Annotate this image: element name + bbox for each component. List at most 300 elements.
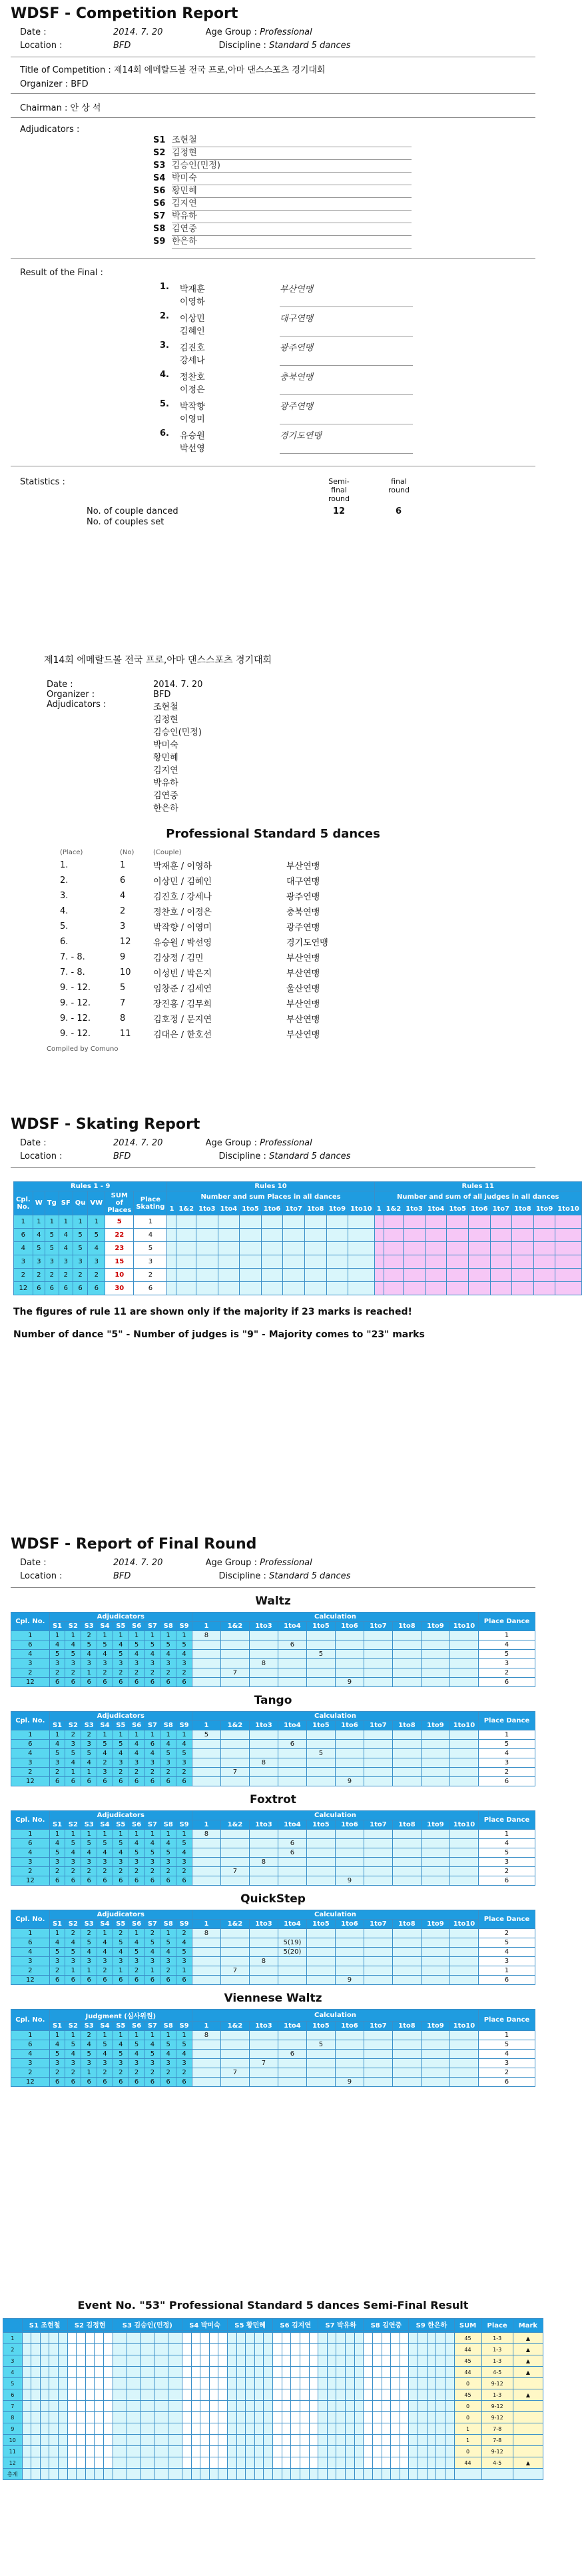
adjudicators-header: Adjudicators (49, 1712, 192, 1721)
dance-row (11, 1957, 535, 1966)
calc-header: 1&2 (220, 1721, 249, 1730)
final-row (160, 282, 546, 307)
judge-mark: 5 (145, 1848, 160, 1858)
calc-col-header: 1to9 (326, 1203, 348, 1215)
semi-couple-number: 4 (3, 2367, 23, 2378)
semi-footer-cell (336, 2469, 346, 2480)
semi-mark-cell (372, 2367, 382, 2378)
semi-place: 1-3 (481, 2333, 513, 2344)
judge-mark: 2 (145, 1668, 160, 1678)
col-couple: (Couple) (153, 849, 182, 856)
calc-cell (278, 1758, 306, 1768)
semi-mark-cell (49, 2423, 59, 2435)
rule10-cell (304, 1215, 326, 1229)
semi-mark-cell (22, 2435, 31, 2446)
semi-mark-cell (218, 2333, 228, 2344)
semi-mark-cell (282, 2355, 291, 2367)
semi-mark-cell (327, 2389, 336, 2401)
judge-mark: 5 (145, 1640, 160, 1650)
semi-mark-cell (327, 2355, 336, 2367)
judge-mark: 3 (160, 2059, 176, 2068)
judge-header: S5 (113, 2022, 129, 2031)
calc-cell (449, 1848, 478, 1858)
judge-mark: 6 (145, 1678, 160, 1687)
semi-footer-cell (327, 2469, 336, 2480)
semi-mark-cell (445, 2412, 454, 2423)
rule10-cell (348, 1242, 375, 1255)
sk-age-label: Age Group : (205, 1138, 257, 1148)
semi-mark-cell (327, 2367, 336, 2378)
rule10-cell (261, 1215, 283, 1229)
dance-place: 2 (33, 1269, 45, 1282)
judge-mark: 3 (65, 1740, 81, 1749)
dance-row (11, 1740, 535, 1749)
semi-mark-cell (154, 2367, 168, 2378)
semi-mark-cell (200, 2389, 210, 2401)
semi-mark-cell (409, 2401, 418, 2412)
sk-location-label: Location : (20, 1151, 63, 1161)
rule11-cell (468, 1229, 490, 1242)
rule11-cell (425, 1269, 447, 1282)
doc-organizer-label: Organizer : (47, 690, 95, 700)
semi-footer-cell (282, 2469, 291, 2480)
semi-mark-cell (182, 2367, 191, 2378)
calc-header: 1to7 (364, 1721, 392, 1730)
semi-mark-cell (273, 2457, 282, 2469)
dance-place: 4 (59, 1229, 73, 1242)
judge-mark: 5 (49, 1948, 65, 1957)
judge-mark: 6 (65, 1777, 81, 1786)
calc-col-header: 1to10 (348, 1203, 375, 1215)
judge-header: S6 (129, 1721, 145, 1730)
rule11-cell (447, 1242, 469, 1255)
calc-cell (192, 1876, 220, 1886)
semi-mark-cell (127, 2401, 141, 2412)
semi-mark: ▲ (513, 2355, 543, 2367)
semi-mark-cell (382, 2435, 391, 2446)
semi-mark-cell (141, 2344, 154, 2355)
semi-mark-cell (246, 2355, 255, 2367)
dance-table (11, 2009, 535, 2087)
judge-mark: 2 (81, 1867, 97, 1876)
semi-mark-cell (22, 2344, 31, 2355)
rule10-subheader: Number and sum Places in all dances (167, 1191, 374, 1203)
calc-cell (421, 1948, 449, 1957)
calc-cell (192, 1957, 220, 1966)
semi-mark-cell (168, 2446, 182, 2457)
semi-mark-cell (282, 2333, 291, 2344)
judge-header: S3 (81, 1721, 97, 1730)
sum-of-places: 30 (105, 1282, 134, 1295)
calc-cell (220, 1929, 249, 1938)
dance-table (11, 1910, 535, 1985)
judge-mark: 4 (145, 1650, 160, 1659)
calc-cell: 5 (192, 1730, 220, 1740)
skating-row (14, 1282, 582, 1295)
rule11-cell (533, 1215, 555, 1229)
semi-mark-cell (22, 2446, 31, 2457)
semi-mark-cell (40, 2389, 49, 2401)
adjudicator-name: 박미숙 (172, 173, 412, 185)
semi-mark-cell (31, 2435, 41, 2446)
semi-mark-cell (182, 2378, 191, 2389)
calc-cell (392, 1768, 421, 1777)
judge-mark: 4 (160, 1839, 176, 1848)
judge-mark: 4 (176, 1938, 192, 1948)
semi-mark-cell (273, 2378, 282, 2389)
semi-mark-cell (104, 2344, 113, 2355)
calc-cell (364, 1938, 392, 1948)
adjudicator-name: 박유하 (172, 211, 412, 223)
judge-mark: 5 (113, 2050, 129, 2059)
skating-row (14, 1255, 582, 1269)
judge-mark: 2 (160, 1966, 176, 1976)
semi-mark-cell (427, 2333, 436, 2344)
result-number: 7 (120, 998, 126, 1008)
dance-row (11, 1858, 535, 1867)
compiled-by: Compiled by Comuno (47, 1045, 119, 1053)
adjudicator-code: S2 (153, 148, 166, 158)
adjudicator-list (153, 135, 546, 249)
semi-judge-header: S7 박유하 (318, 2319, 364, 2331)
calc-cell (278, 1876, 306, 1886)
dance-place: 2 (45, 1269, 59, 1282)
rule11-cell (555, 1255, 582, 1269)
rule10-cell (196, 1215, 218, 1229)
professional-title: Professional Standard 5 dances (166, 827, 380, 841)
semi-mark-cell (95, 2401, 104, 2412)
calc-header: 1to9 (421, 1820, 449, 1830)
judge-mark: 6 (176, 1976, 192, 1985)
judge-mark: 3 (176, 2059, 192, 2068)
semi-mark-cell (300, 2423, 309, 2435)
judge-mark: 6 (97, 1678, 113, 1687)
judge-mark: 5 (65, 1948, 81, 1957)
calc-cell (421, 1858, 449, 1867)
judge-mark: 4 (65, 1640, 81, 1650)
semi-mark-cell (273, 2446, 282, 2457)
semi-row (3, 2333, 543, 2344)
semi-mark-cell (400, 2412, 409, 2423)
judge-header: S3 (81, 2022, 97, 2031)
judge-mark: 6 (81, 1777, 97, 1786)
result-number: 11 (120, 1029, 131, 1039)
semi-no-header (3, 2319, 23, 2333)
dance-block (11, 1694, 535, 1786)
rule10-cell (218, 1269, 240, 1282)
calc-header: 1to3 (249, 2022, 278, 2031)
semi-footer-cell (291, 2469, 300, 2480)
result-number: 10 (120, 967, 131, 977)
semi-mark-cell (127, 2344, 141, 2355)
dance-row (11, 1650, 535, 1659)
judge-mark: 1 (65, 2031, 81, 2040)
judge-mark: 2 (176, 2068, 192, 2078)
dance-place: 3 (73, 1255, 88, 1269)
calc-cell (421, 2031, 449, 2040)
semi-mark-cell (58, 2401, 67, 2412)
calc-cell: 7 (220, 1668, 249, 1678)
semi-mark-cell (409, 2412, 418, 2423)
judge-mark: 4 (49, 1640, 65, 1650)
result-couple: 유승원 / 박선영 (153, 938, 212, 948)
judge-header: S9 (176, 1622, 192, 1631)
semi-mark-cell (254, 2423, 264, 2435)
semi-mark-cell (49, 2435, 59, 2446)
semi-mark-cell (273, 2355, 282, 2367)
calc-header: 1to6 (335, 2022, 364, 2031)
rule10-cell (167, 1229, 176, 1242)
place-dance: 2 (478, 1867, 535, 1876)
calc-cell (278, 1867, 306, 1876)
semi-mark-cell (141, 2457, 154, 2469)
semi-mark-cell (58, 2344, 67, 2355)
result-row (53, 934, 335, 950)
result-place: 3. (60, 891, 69, 901)
semi-mark-cell (445, 2446, 454, 2457)
dance-name: Waltz (255, 1595, 291, 1608)
semi-mark-cell (168, 2435, 182, 2446)
semi-mark-cell (400, 2435, 409, 2446)
semi-mark-cell (254, 2435, 264, 2446)
judge-mark: 3 (160, 1957, 176, 1966)
semi-mark-cell (40, 2344, 49, 2355)
calc-col-header: 1to7 (283, 1203, 305, 1215)
calc-cell (364, 2059, 392, 2068)
semi-mark-cell (77, 2333, 86, 2344)
judge-mark: 6 (145, 1876, 160, 1886)
judge-mark: 2 (129, 1768, 145, 1777)
semi-right-header: SUM (454, 2319, 481, 2333)
result-number: 8 (120, 1013, 126, 1023)
semi-mark-cell (282, 2378, 291, 2389)
semi-mark-cell (22, 2333, 31, 2344)
calc-cell (220, 1758, 249, 1768)
semi-sum: 0 (454, 2446, 481, 2457)
calc-cell (249, 1830, 278, 1839)
judge-mark: 5 (49, 1650, 65, 1659)
rule11-cell (555, 1269, 582, 1282)
result-couple: 임창준 / 김세연 (153, 984, 212, 994)
calc-col-header: 1to3 (196, 1203, 218, 1215)
calc-cell (278, 2059, 306, 2068)
rule11-cell (490, 1255, 512, 1269)
dance-block (11, 1595, 535, 1687)
semi-mark-cell (228, 2423, 237, 2435)
result-club: 광주연맹 (286, 923, 320, 933)
semi-mark-cell (58, 2457, 67, 2469)
calc-cell (449, 1758, 478, 1768)
calc-cell (392, 1758, 421, 1768)
judge-mark: 4 (129, 1938, 145, 1948)
judge-mark: 5 (97, 1740, 113, 1749)
rule11-cell (533, 1255, 555, 1269)
semi-mark-cell (168, 2457, 182, 2469)
result-row (53, 919, 335, 934)
calc-cell: 5 (306, 1650, 335, 1659)
semi-mark-cell (200, 2401, 210, 2412)
semi-mark-cell (228, 2412, 237, 2423)
judge-mark: 1 (145, 1830, 160, 1839)
judge-mark: 4 (65, 1938, 81, 1948)
semi-mark-cell (346, 2333, 355, 2344)
calc-cell (249, 2050, 278, 2059)
judge-mark: 2 (81, 2031, 97, 2040)
semi-mark-cell (22, 2423, 31, 2435)
semi-mark-cell (154, 2333, 168, 2344)
judge-mark: 6 (129, 1678, 145, 1687)
calc-cell (364, 2031, 392, 2040)
rule10-cell (304, 1229, 326, 1242)
semi-mark-cell (309, 2378, 318, 2389)
judge-mark: 3 (97, 1768, 113, 1777)
judge-mark: 3 (113, 2059, 129, 2068)
semi-mark-cell (282, 2457, 291, 2469)
semi-mark-cell (85, 2446, 95, 2457)
judge-mark: 6 (97, 2078, 113, 2087)
judge-mark: 6 (145, 1777, 160, 1786)
rule11-cell (384, 1229, 404, 1242)
judge-mark: 4 (65, 2050, 81, 2059)
calc-header: 1&2 (220, 1920, 249, 1929)
semi-mark-cell (436, 2355, 445, 2367)
calc-cell (421, 2050, 449, 2059)
adjudicator-row (153, 198, 546, 211)
rule10-cell (196, 1229, 218, 1242)
result-club: 부산연맹 (286, 1030, 320, 1040)
calc-cell (421, 1957, 449, 1966)
semi-mark-cell (427, 2457, 436, 2469)
semi-mark-cell (182, 2435, 191, 2446)
semi-mark-cell (77, 2344, 86, 2355)
rule11-cell (533, 1242, 555, 1255)
calc-cell (421, 1938, 449, 1948)
rule10-cell (304, 1255, 326, 1269)
calc-cell (306, 1678, 335, 1687)
semi-mark-cell (85, 2367, 95, 2378)
judge-mark: 6 (129, 1976, 145, 1985)
semi-mark-cell (264, 2367, 273, 2378)
calc-col-header: 1to4 (425, 1203, 447, 1215)
semi-mark-cell (364, 2423, 373, 2435)
title-of-competition-value: 제14회 에메랄드볼 전국 프로,아마 댄스스포츠 경기대회 (113, 65, 326, 75)
dance-row (11, 2068, 535, 2078)
skating-col-header: Qu (73, 1191, 88, 1215)
semi-footer-cell (168, 2469, 182, 2480)
semi-mark-cell (182, 2423, 191, 2435)
calc-header: 1to5 (306, 1721, 335, 1730)
result-club: 부산연맹 (286, 954, 320, 964)
calc-cell (449, 1867, 478, 1876)
calc-cell (364, 1929, 392, 1938)
semi-footer-cell (67, 2469, 77, 2480)
semi-footer-cell (454, 2469, 481, 2480)
semi-sum: 0 (454, 2401, 481, 2412)
semi-mark-cell (400, 2457, 409, 2469)
skating-row (14, 1242, 582, 1255)
semi-mark-cell (236, 2435, 246, 2446)
calc-cell (364, 1867, 392, 1876)
semi-mark-cell (418, 2435, 428, 2446)
calc-cell (364, 1640, 392, 1650)
calc-cell (335, 1740, 364, 1749)
semi-mark-cell (209, 2412, 218, 2423)
semi-mark-cell (436, 2333, 445, 2344)
result-place: 4. (60, 906, 69, 916)
calc-cell (306, 1858, 335, 1867)
calc-cell (192, 1948, 220, 1957)
rule11-cell (490, 1229, 512, 1242)
semi-right-header: Place (481, 2319, 513, 2333)
judge-header: S2 (65, 1622, 81, 1631)
semi-mark-cell (246, 2446, 255, 2457)
dance-row (11, 1768, 535, 1777)
semi-final-title: Event No. "53" Professional Standard 5 dances Semi-Final Result (77, 2299, 469, 2311)
semi-mark-cell (77, 2355, 86, 2367)
calc-cell (392, 2050, 421, 2059)
semi-mark-cell (300, 2401, 309, 2412)
result-club: 부산연맹 (286, 862, 320, 872)
semi-mark-cell (236, 2446, 246, 2457)
calc-cell (335, 2059, 364, 2068)
calc-cell (278, 1957, 306, 1966)
semi-mark-cell (382, 2378, 391, 2389)
semi-mark (513, 2435, 543, 2446)
semi-mark-cell (273, 2367, 282, 2378)
calc-cell (192, 1659, 220, 1668)
semi-mark-cell (95, 2389, 104, 2401)
semi-mark-cell (95, 2412, 104, 2423)
semi-mark-cell (228, 2344, 237, 2355)
adjudicator-row (153, 173, 546, 185)
place-dance: 4 (478, 2050, 535, 2059)
dance-row (11, 1929, 535, 1938)
calc-cell (335, 1631, 364, 1640)
semi-mark-cell (246, 2344, 255, 2355)
judge-mark: 4 (160, 1650, 176, 1659)
rule10-cell (283, 1269, 305, 1282)
place-dance: 6 (478, 1777, 535, 1786)
calc-cell (392, 1650, 421, 1659)
calc-cell (449, 2040, 478, 2050)
semi-mark-cell (154, 2378, 168, 2389)
judge-mark: 1 (65, 1966, 81, 1976)
doc-adjudicator: 박미숙 (153, 740, 178, 750)
calc-cell (278, 1678, 306, 1687)
dance-place: 1 (73, 1215, 88, 1229)
calc-header: 1 (192, 1622, 220, 1631)
calc-cell (220, 1830, 249, 1839)
dance-block (11, 1793, 535, 1886)
semi-mark: ▲ (513, 2344, 543, 2355)
judge-mark: 4 (97, 2050, 113, 2059)
semi-mark-cell (354, 2367, 364, 2378)
semi-mark-cell (141, 2333, 154, 2344)
calc-cell (335, 1659, 364, 1668)
calc-cell (421, 1650, 449, 1659)
judge-mark: 3 (49, 1957, 65, 1966)
rule10-cell (326, 1229, 348, 1242)
judge-mark: 5 (129, 2040, 145, 2050)
judge-mark: 4 (129, 2050, 145, 2059)
statistics-block (0, 470, 546, 530)
calc-header: 1to5 (306, 2022, 335, 2031)
semi-footer-cell (264, 2469, 273, 2480)
semi-mark-cell (254, 2389, 264, 2401)
judge-header: S9 (176, 1820, 192, 1830)
rule10-cell (218, 1215, 240, 1229)
semi-mark-cell (354, 2333, 364, 2344)
